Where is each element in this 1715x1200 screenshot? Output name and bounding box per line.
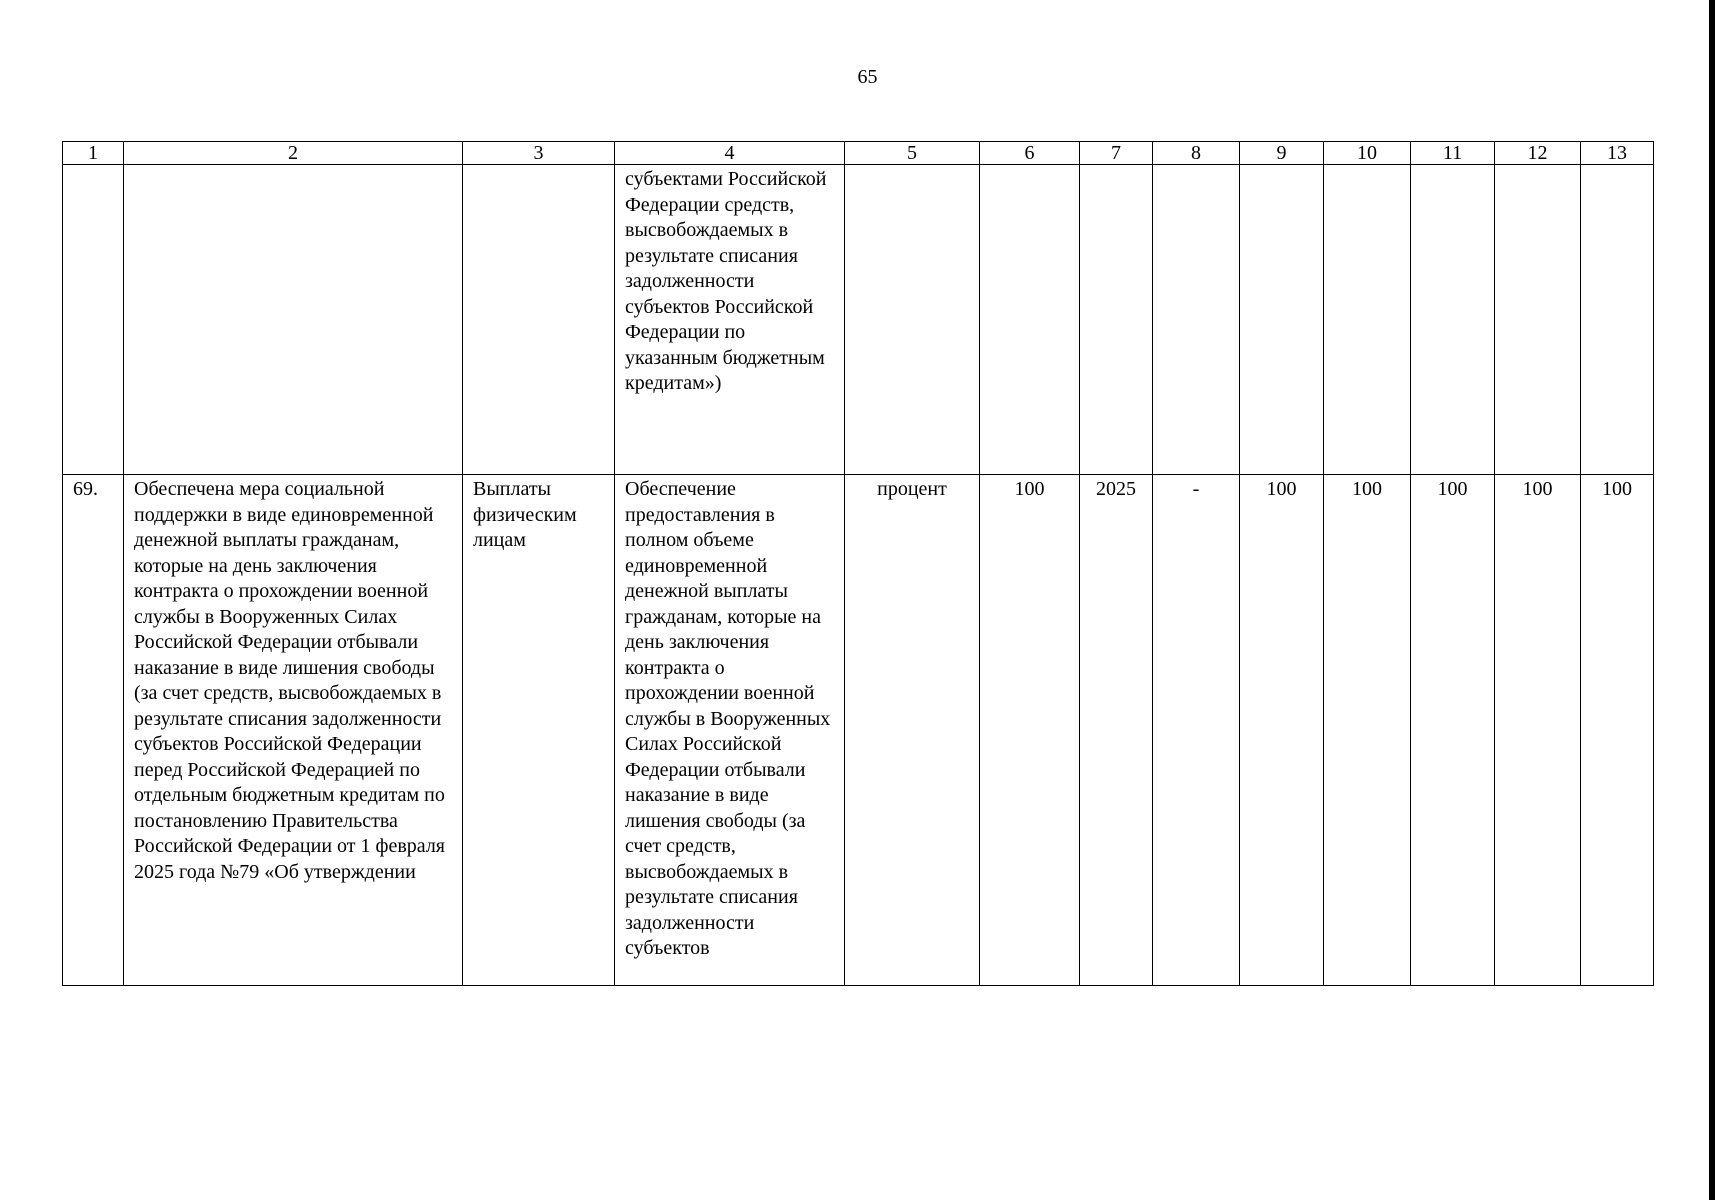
description-cell: Обеспечение предоставления в полном объеме единовременной денежной выплаты гражданам, которые на день заключения контракта о прохождении военной службы в Вооруженных Силах Российской Федерации отбывали наказание в виде лишения свободы (за счет средств, высвобождаемых в результате списания задолженности субъектов xyxy=(615,475,845,986)
empty-cell xyxy=(845,165,980,475)
header-row xyxy=(63,142,1654,165)
empty-cell xyxy=(1324,165,1411,475)
empty-cell xyxy=(1240,165,1324,475)
base-value-cell: 100 xyxy=(980,475,1080,986)
col9-cell: 100 xyxy=(1240,475,1324,986)
result-cell: Обеспечена мера социальной поддержки в виде единовременной денежной выплаты гражданам, которые на день заключения контракта о прохождении военной службы в Вооруженных Силах Российской Федерации отбывали наказание в виде лишения свободы (за счет средств, высвобождаемых в результате списания задолженности субъектов Российской Федерации перед Российской Федерацией по отдельным бюджетным кредитам по постановлению Правительства Российской Федерации от 1 февраля 2025 года №79 «Об утверждении xyxy=(124,475,463,986)
table-row-continuation xyxy=(63,165,1654,475)
header-cell: 9 xyxy=(1240,142,1324,165)
page-number: 65 xyxy=(857,66,878,88)
empty-cell xyxy=(1411,165,1495,475)
empty-cell xyxy=(63,165,124,475)
header-cell: 7 xyxy=(1080,142,1153,165)
empty-cell xyxy=(1581,165,1654,475)
header-cell: 10 xyxy=(1324,142,1411,165)
header-cell: 13 xyxy=(1581,142,1654,165)
col8-cell: - xyxy=(1153,475,1240,986)
row-number-cell: 69. xyxy=(63,475,124,986)
header-cell: 8 xyxy=(1153,142,1240,165)
results-table xyxy=(62,141,1654,986)
col11-cell: 100 xyxy=(1411,475,1495,986)
empty-cell xyxy=(124,165,463,475)
scan-edge xyxy=(1709,0,1715,1200)
col12-cell: 100 xyxy=(1495,475,1581,986)
header-cell: 4 xyxy=(615,142,845,165)
table-row-69 xyxy=(63,475,1654,986)
empty-cell xyxy=(463,165,615,475)
header-cell: 3 xyxy=(463,142,615,165)
header-cell: 1 xyxy=(63,142,124,165)
empty-cell xyxy=(1495,165,1581,475)
header-cell: 11 xyxy=(1411,142,1495,165)
type-cell: Выплаты физическим лицам xyxy=(463,475,615,986)
header-cell: 5 xyxy=(845,142,980,165)
base-year-cell: 2025 xyxy=(1080,475,1153,986)
empty-cell xyxy=(1080,165,1153,475)
header-cell: 6 xyxy=(980,142,1080,165)
header-cell: 2 xyxy=(124,142,463,165)
col13-cell: 100 xyxy=(1581,475,1654,986)
unit-cell: процент xyxy=(845,475,980,986)
description-cell: субъектами Российской Федерации средств, высвобождаемых в результате списания задолженности субъектов Российской Федерации по указанным бюджетным кредитам») xyxy=(615,165,845,475)
col10-cell: 100 xyxy=(1324,475,1411,986)
header-cell: 12 xyxy=(1495,142,1581,165)
empty-cell xyxy=(1153,165,1240,475)
empty-cell xyxy=(980,165,1080,475)
